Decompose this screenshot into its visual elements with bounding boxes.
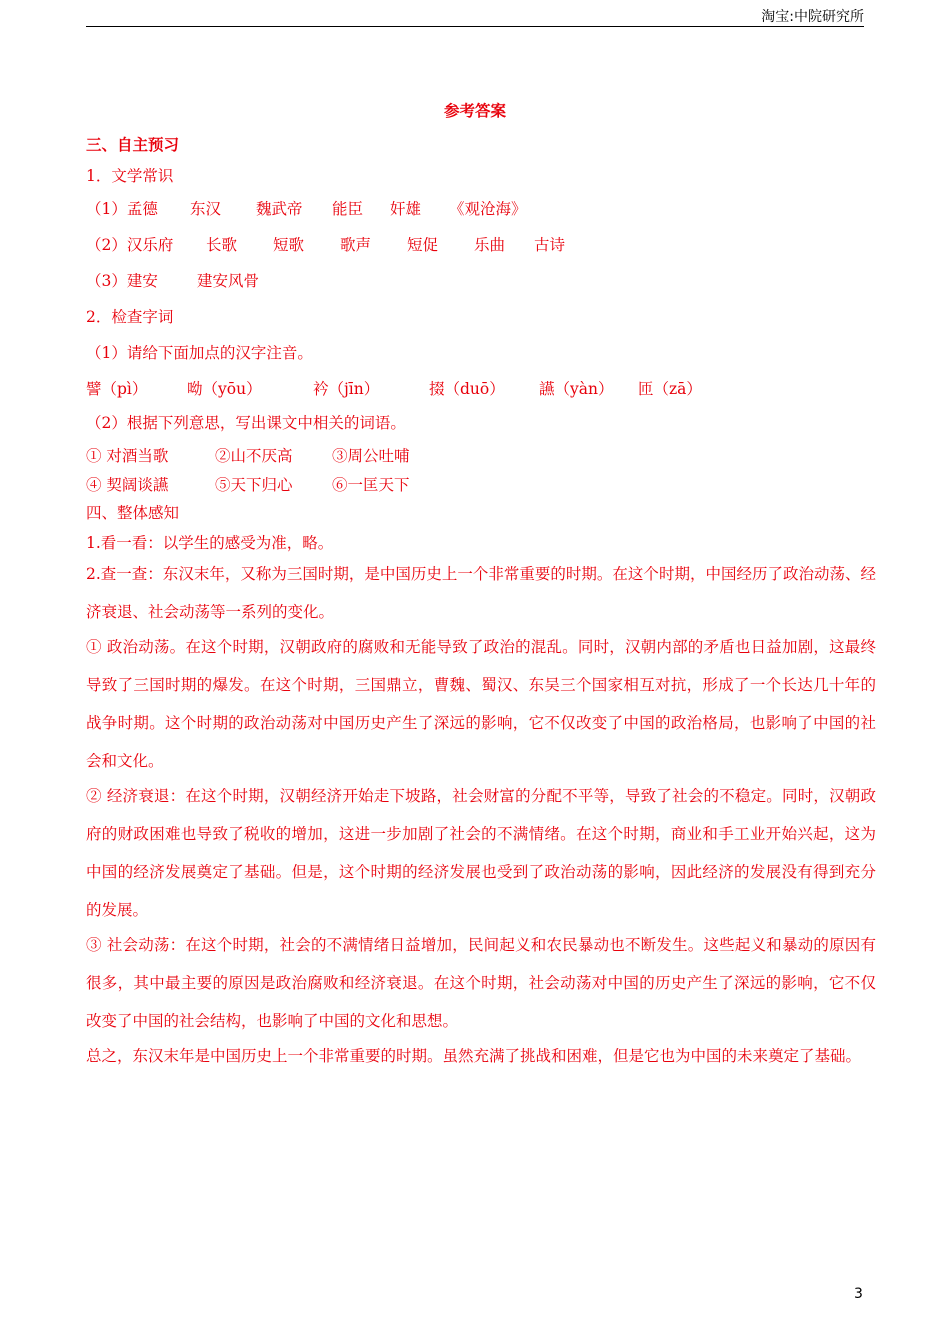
word-item: ②山不厌高 <box>215 447 293 465</box>
literature-item: 长歌 <box>206 236 238 254</box>
section4-p5-social: ③ 社会动荡：在这个时期，社会的不满情绪日益增加，民间起义和农民暴动也不断发生。这些起义和暴动的原因有很多，其中最主要的原因是政治腐败和经济衰退。在这个时期，社会动荡对中国的历史产生了深远的影响，它不仅改变了中国的社会结构，也影响了中国的文化和思想。 <box>86 936 876 1030</box>
pinyin-item: 匝（zā） <box>638 380 702 398</box>
pinyin-item: 呦（yōu） <box>187 380 262 398</box>
q1-heading: 1．文学常识 <box>86 167 174 185</box>
literature-item: 《观沧海》 <box>449 200 527 218</box>
word-item: ① 对酒当歌 <box>86 447 169 465</box>
section4-p2: 2.查一查：东汉末年，又称为三国时期，是中国历史上一个非常重要的时期。在这个时期，中国经历了政治动荡、经济衰退、社会动荡等一系列的变化。 <box>86 565 876 621</box>
pinyin-item: 掇（duō） <box>429 380 505 398</box>
literature-item: （2）汉乐府 <box>86 236 174 254</box>
q2-sub2: （2）根据下列意思，写出课文中相关的词语。 <box>86 414 406 432</box>
literature-item: 乐曲 <box>474 236 506 254</box>
section4-heading: 四、整体感知 <box>86 504 180 522</box>
literature-item: （1）孟德 <box>86 200 158 218</box>
words-row-2 <box>86 475 866 495</box>
words-row-1 <box>86 446 866 466</box>
q2-heading: 2．检查字词 <box>86 308 174 326</box>
pinyin-item: 譬（pì） <box>86 380 148 398</box>
literature-item: 魏武帝 <box>256 200 303 218</box>
section4-p3-political: ① 政治动荡。在这个时期，汉朝政府的腐败和无能导致了政治的混乱。同时，汉朝内部的矛盾也日益加剧，这最终导致了三国时期的爆发。在这个时期，三国鼎立，曹魏、蜀汉、东吴三个国家相互对抗，形成了一个长达几十年的战争时期。这个时期的政治动荡对中国历史产生了深远的影响，它不仅改变了中国的政治格局，也影响了中国的社会和文化。 <box>86 638 876 770</box>
word-item: ⑥一匡天下 <box>332 476 410 494</box>
q2-sub1: （1）请给下面加点的汉字注音。 <box>86 344 313 362</box>
literature-item: 奸雄 <box>390 200 422 218</box>
literature-item: 短歌 <box>273 236 305 254</box>
literature-item: 能臣 <box>332 200 364 218</box>
pinyin-item: 讌（yàn） <box>539 380 614 398</box>
section4-p4-economic: ② 经济衰退：在这个时期，汉朝经济开始走下坡路，社会财富的分配不平等，导致了社会的不稳定。同时，汉朝政府的财政困难也导致了税收的增加，这进一步加剧了社会的不满情绪。在这个时期，商业和手工业开始兴起，这为中国的经济发展奠定了基础。但是，这个时期的经济发展也受到了政治动荡的影响，因此经济的发展没有得到充分的发展。 <box>86 787 876 919</box>
page-number: 3 <box>854 1286 863 1302</box>
literature-item: 古诗 <box>534 236 566 254</box>
literature-item: 歌声 <box>340 236 372 254</box>
literature-item: （3）建安 <box>86 272 158 290</box>
section4-p1: 1.看一看：以学生的感受为准，略。 <box>86 534 334 552</box>
pinyin-row <box>86 379 866 399</box>
page-header <box>86 0 864 27</box>
pinyin-item: 衿（jīn） <box>313 380 380 398</box>
word-item: ⑤天下归心 <box>215 476 293 494</box>
literature-row-3 <box>86 271 866 291</box>
section3-heading: 三、自主预习 <box>86 136 180 154</box>
literature-row-1 <box>86 199 866 219</box>
answers-title: 参考答案 <box>443 102 506 120</box>
word-item: ④ 契阔谈讌 <box>86 476 169 494</box>
literature-item: 东汉 <box>190 200 222 218</box>
word-item: ③周公吐哺 <box>332 447 410 465</box>
literature-item: 建安风骨 <box>197 272 260 290</box>
literature-row-2 <box>86 235 866 255</box>
section4-p6-summary: 总之，东汉末年是中国历史上一个非常重要的时期。虽然充满了挑战和困难，但是它也为中国的未来奠定了基础。 <box>86 1047 862 1065</box>
header-shop-label: 淘宝:中院研究所 <box>761 9 864 25</box>
literature-item: 短促 <box>407 236 439 254</box>
